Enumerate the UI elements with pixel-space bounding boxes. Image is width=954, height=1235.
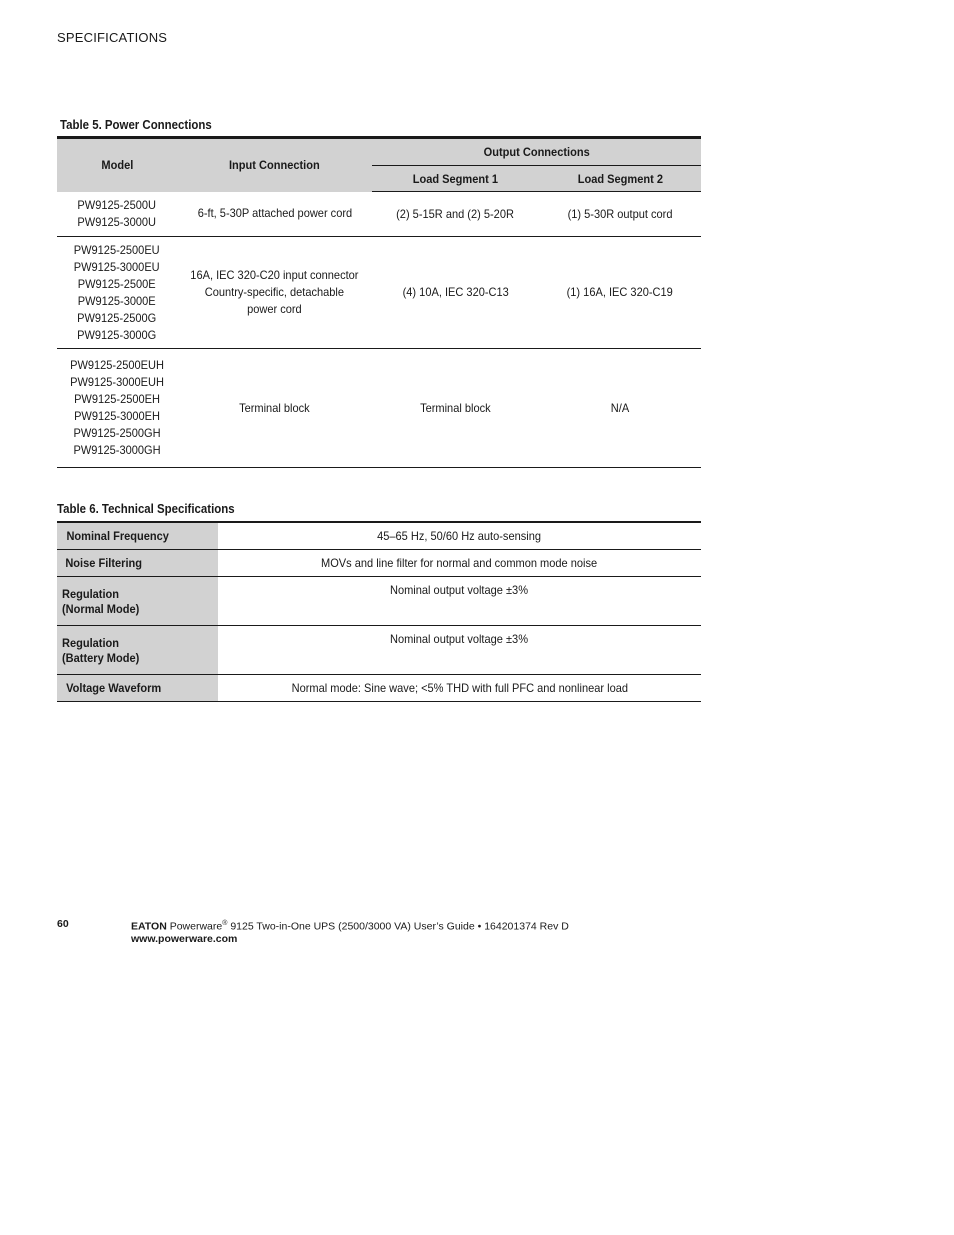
table-row bbox=[57, 577, 701, 626]
model-column-header: Model bbox=[57, 138, 177, 192]
spec-label-line: Regulation bbox=[62, 635, 120, 650]
power-connections-table bbox=[57, 136, 701, 468]
input-cell bbox=[177, 237, 372, 349]
spec-label: Nominal Frequency bbox=[57, 522, 218, 550]
brand-name: EATON bbox=[131, 920, 167, 933]
segment1-cell: (4) 10A, IEC 320-C13 bbox=[372, 237, 539, 349]
guide-title: 9125 Two-in-One UPS (2500/3000 VA) User’s Guide • 164201374 Rev D bbox=[227, 920, 569, 933]
section-header: SPECIFICATIONS bbox=[57, 30, 168, 45]
footer-citation bbox=[131, 918, 569, 945]
spec-label bbox=[57, 577, 218, 626]
model-name: PW9125-2500GH bbox=[73, 426, 161, 440]
input-line: 16A, IEC 320-C20 input connector bbox=[190, 268, 359, 282]
segment2-cell: (1) 16A, IEC 320-C19 bbox=[539, 237, 701, 349]
segment1-cell: (2) 5-15R and (2) 5-20R bbox=[372, 192, 539, 237]
table-row bbox=[57, 349, 701, 468]
spec-label: Voltage Waveform bbox=[57, 675, 218, 702]
page-number: 60 bbox=[57, 918, 69, 930]
model-name: PW9125-2500U bbox=[77, 197, 157, 212]
model-name: PW9125-2500EH bbox=[74, 392, 160, 406]
spec-label-line: (Battery Mode) bbox=[62, 650, 140, 665]
spec-value: Nominal output voltage ±3% bbox=[218, 626, 701, 675]
spec-value: Nominal output voltage ±3% bbox=[218, 577, 701, 626]
spec-value: 45–65 Hz, 50/60 Hz auto-sensing bbox=[218, 522, 701, 550]
load-segment-2-header: Load Segment 2 bbox=[539, 166, 701, 192]
table-row bbox=[57, 626, 701, 675]
model-name: PW9125-3000EH bbox=[74, 409, 160, 423]
table-row bbox=[57, 192, 701, 237]
input-line: power cord bbox=[247, 302, 302, 316]
model-name: PW9125-3000EUH bbox=[70, 375, 164, 389]
table6-title: Table 6. Technical Specifications bbox=[57, 501, 235, 516]
input-column-header: Input Connection bbox=[177, 138, 372, 192]
model-cell bbox=[57, 192, 177, 237]
table-row bbox=[57, 237, 701, 349]
spec-label bbox=[57, 626, 218, 675]
model-name: PW9125-3000G bbox=[77, 327, 157, 342]
table5-title: Table 5. Power Connections bbox=[60, 117, 212, 132]
model-name: PW9125-3000U bbox=[77, 214, 157, 229]
registered-mark: ® bbox=[222, 920, 228, 927]
segment2-cell: N/A bbox=[539, 349, 701, 468]
technical-specifications-table bbox=[57, 521, 701, 702]
model-name: PW9125-2500EU bbox=[74, 242, 160, 257]
output-connections-header: Output Connections bbox=[372, 138, 701, 166]
segment2-cell: (1) 5-30R output cord bbox=[539, 192, 701, 237]
model-name: PW9125-3000EU bbox=[74, 259, 160, 274]
model-cell bbox=[57, 237, 177, 349]
spec-label-line: (Normal Mode) bbox=[62, 601, 140, 616]
table-row bbox=[57, 550, 701, 577]
website-link[interactable]: www.powerware.com bbox=[131, 932, 238, 945]
product-name: Powerware bbox=[169, 920, 223, 933]
model-cell bbox=[57, 349, 177, 468]
model-name: PW9125-3000E bbox=[78, 293, 156, 308]
spec-value: Normal mode: Sine wave; <5% THD with full PFC and nonlinear load bbox=[218, 675, 701, 702]
model-name: PW9125-2500G bbox=[77, 310, 157, 325]
input-line: Country-specific, detachable bbox=[204, 285, 345, 299]
segment1-cell: Terminal block bbox=[372, 349, 539, 468]
table-row bbox=[57, 675, 701, 702]
spec-value: MOVs and line filter for normal and common mode noise bbox=[218, 550, 701, 577]
model-name: PW9125-2500EUH bbox=[70, 358, 164, 372]
table-row bbox=[57, 522, 701, 550]
model-name: PW9125-3000GH bbox=[73, 443, 161, 457]
input-cell: 6-ft, 5-30P attached power cord bbox=[177, 192, 372, 237]
input-cell: Terminal block bbox=[177, 349, 372, 468]
model-name: PW9125-2500E bbox=[78, 276, 156, 291]
spec-label-line: Regulation bbox=[62, 586, 120, 601]
spec-label: Noise Filtering bbox=[57, 550, 218, 577]
load-segment-1-header: Load Segment 1 bbox=[372, 166, 539, 192]
